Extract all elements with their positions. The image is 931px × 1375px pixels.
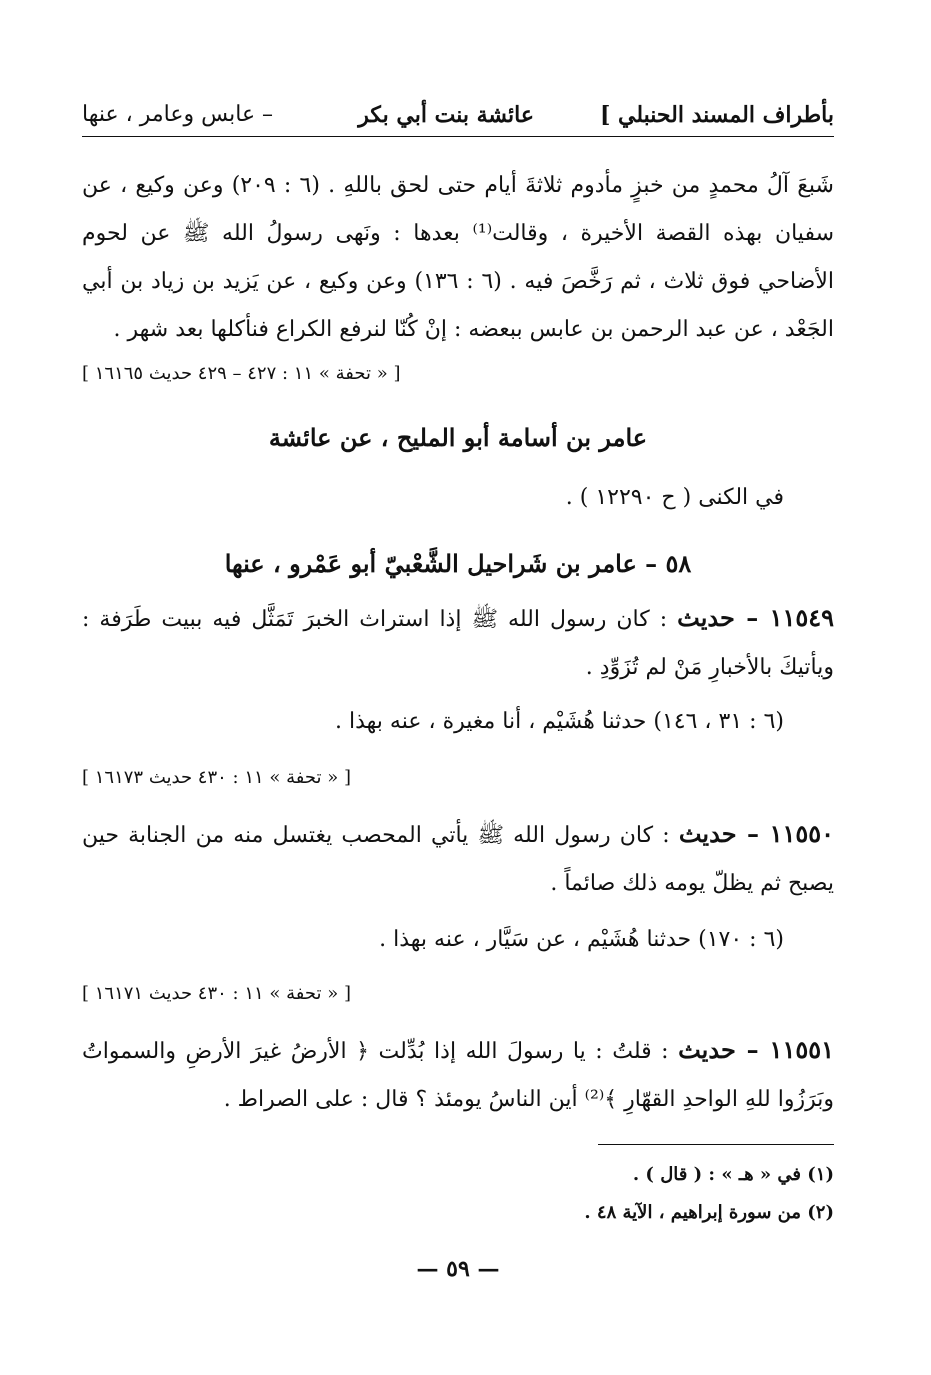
hadith-text: : كان رسول الله ﷺ يأتي المحصب يغتسل منه من الجنابة حين يصبح ثم يظلّ يومه ذلك صائماً .	[82, 823, 834, 896]
tuhfa-reference	[82, 360, 834, 388]
tuhfa-reference-text: [ « تحفة » ١١ : ٤٣٠ حديث ١٦١٧١ ]	[82, 983, 351, 1004]
hadith-isnad: (٦ : ٣١ ، ١٤٦) حدثنا هُشَيْم ، أنا مغيرة ، عنه بهذا .	[335, 709, 784, 734]
page-number: — ٥٩ —	[416, 1256, 500, 1282]
hadith-isnad: (٦ : ١٧٠) حدثنا هُشَيْم ، عن سَيَّار ، عنه بهذا .	[379, 927, 784, 952]
heading-amir-al-shabi: ٥٨ – عامر بن شَراحيل الشَّعْبيّ أبو عَمْرو ، عنها	[224, 549, 692, 578]
tuhfa-reference	[82, 980, 834, 1008]
paragraph-continuation: شَبعَ آلُ محمدٍ من خبزٍ مأدوم ثلاثةَ أيام حتى لحق باللهِ . (٦ : ٢٠٩) وعن وكيع ، عن سفيان بهذه القصة الأخيرة ، وقالت⁽¹⁾ بعدها : ونَهى رسولُ الله ﷺ عن لحوم الأضاحي فوق ثلاث ، ثم رَخَّصَ فيه . (٦ : ١٣٦) وعن وكيع ، عن يَزيد بن زياد بن أبي الجَعْد ، عن عبد الرحمن بن عابس ببعضه : إنْ كُنّا لنرفع الكراع فنأكلها بعد شهر .	[82, 173, 835, 342]
header-rule	[82, 136, 834, 137]
running-header	[82, 98, 834, 132]
hadith-text: : قلتُ : يا رسولَ الله إذا بُدِّلت ﴿ الأرضُ غيرَ الأرضِ والسمواتُ وبَرَزُوا للهِ الواحدِ القهّارِ ﴾⁽²⁾ أين الناسُ يومئذ ؟ قال : على الصراط .	[82, 1039, 834, 1112]
hadith-11551	[82, 1026, 834, 1124]
footnote-1: (١) في « هـ » : ( قال ) .	[632, 1164, 834, 1185]
tuhfa-reference-text: [ « تحفة » ١١ : ٤٢٧ – ٤٢٩ حديث ١٦١٦٥ ]	[82, 363, 401, 384]
hadith-number: ١١٥٥١ – حديث	[678, 1035, 834, 1064]
header-section-title: عائشة بنت أبي بكر	[358, 102, 534, 128]
header-book-title: بأطراف المسند الحنبلي ]	[599, 102, 834, 128]
hadith-text: : كان رسول الله ﷺ إذا استراث الخبرَ تَمَثَّل فيه ببيت طَرَفة : ويأتيكَ بالأخبارِ مَنْ لم تُزَوِّدِ .	[82, 607, 834, 680]
hadith-number: ١١٥٥٠ – حديث	[678, 819, 835, 848]
header-subsection: – عابس وعامر ، عنها	[82, 102, 274, 127]
heading-amir-ibn-usama: عامر بن أسامة أبو المليح ، عن عائشة	[268, 423, 648, 452]
footnote-rule	[598, 1144, 834, 1145]
book-page	[82, 92, 834, 1312]
hadith-11549	[82, 594, 834, 692]
kuna-reference: في الكنى ( ح ١٢٢٩٠ ) .	[565, 485, 784, 510]
hadith-number: ١١٥٤٩ – حديث	[677, 603, 835, 632]
tuhfa-reference-text: [ « تحفة » ١١ : ٤٣٠ حديث ١٦١٧٣ ]	[82, 767, 351, 788]
footnote-2: (٢) من سورة إبراهيم ، الآية ٤٨ .	[584, 1202, 834, 1223]
hadith-11550	[82, 810, 834, 908]
tuhfa-reference	[82, 764, 834, 792]
